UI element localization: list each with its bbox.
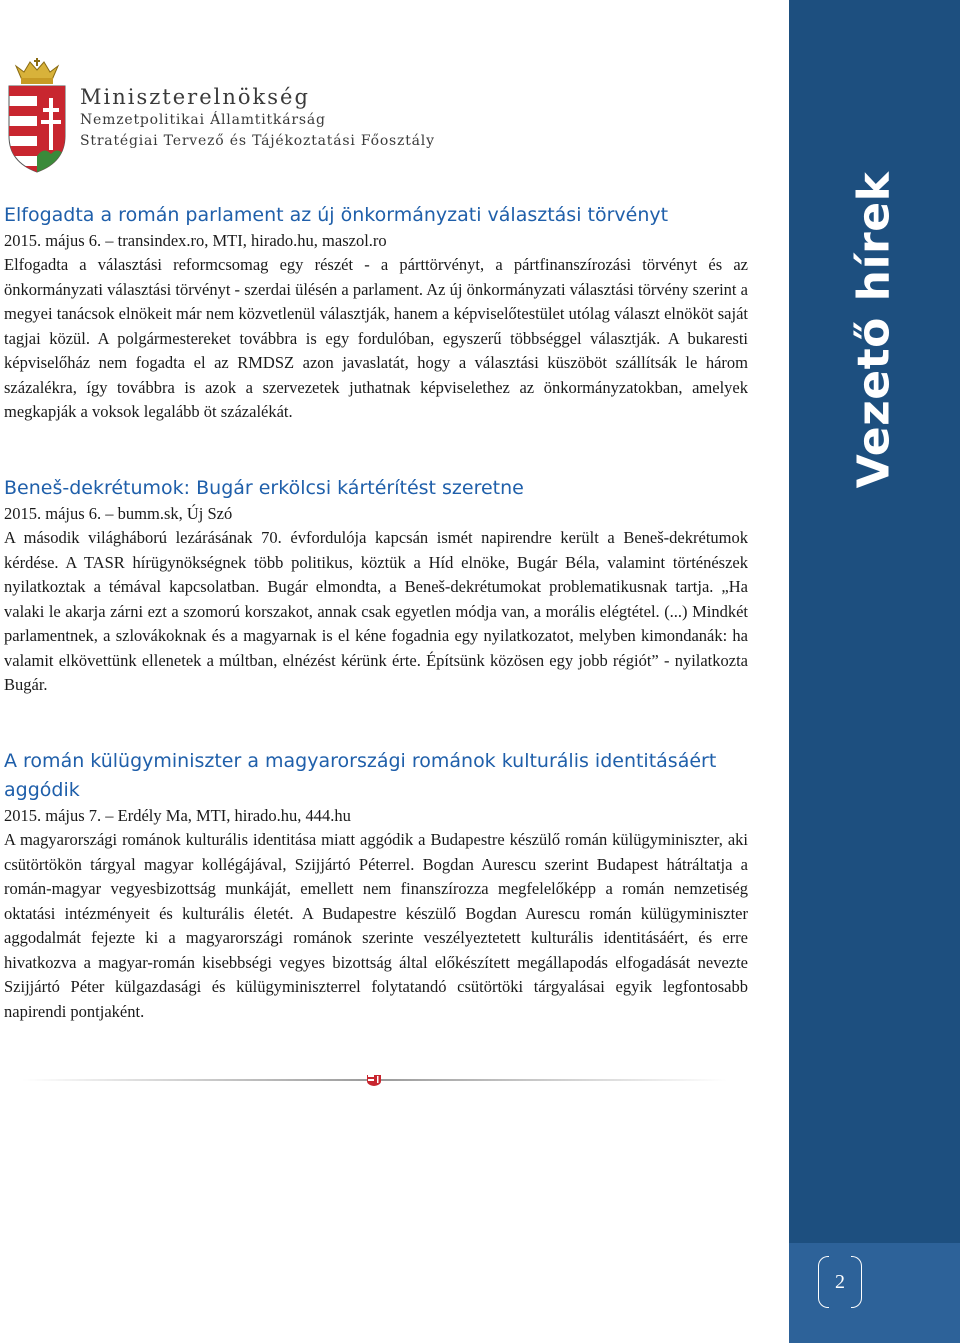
header-organization <box>80 84 435 152</box>
sidebar-footer <box>789 1243 960 1343</box>
bracket-right-icon <box>851 1256 862 1308</box>
hungarian-coat-of-arms-logo <box>6 58 68 174</box>
article-body: A második világháború lezárásának 70. évfordulója kapcsán ismét napirendre került a Beneš-dekrétumok kérdése. A TASR hírügynökségnek több politikus, köztük a Híd elnöke, Bugár Béla, valamint történészek nyilatkoztak a témával kapcsolatban. Bugár elmondta, a Beneš-dekrétumokat problematikusnak tartja. „Ha valaki le akarja zárni ezt a szomorú korszakot, annak csak egyetlen módja van, a morális elégtétel. (...) Mindkét parlamentnek, a szlovákoknak és a magyarnak is el kéne fogadnia egy nyilatkozatot, melyben kimondanák: ha valamit elkövettünk ellenetek a múltban, elnézést kérünk érte. Építsünk közösen egy jobb régiót” - nyilatkozta Bugár. <box>4 528 748 694</box>
article-meta: 2015. május 7. – Erdély Ma, MTI, hirado.hu, 444.hu <box>4 806 351 825</box>
small-coat-of-arms-icon <box>367 1075 381 1086</box>
bracket-left-icon <box>818 1256 829 1308</box>
header-department: Stratégiai Tervező és Tájékoztatási Főosztály <box>80 133 435 149</box>
article-meta: 2015. május 6. – bumm.sk, Új Szó <box>4 504 233 523</box>
article-title: A román külügyminiszter a magyarországi románok kulturális identitásáért aggódik <box>4 750 717 801</box>
section-title: Vezető hírek <box>848 171 900 489</box>
header-state-secretariat: Nemzetpolitikai Államtitkárság <box>80 112 326 128</box>
page-number-value: 2 <box>835 1270 845 1293</box>
article-body: Elfogadta a választási reformcsomag egy részét - a párttörvényt, a pártfinanszírozási törvényt és az önkormányzati választási törvényt - szerdai ülésén a parlament. Az új önkormányzati választási törvény szerint a megyei tanácsok elnökeit már nem közvetlenül választják, hanem a képviselőtestület utólag választ elnököt saját tagjai közül. A polgármestereket továbbra is egy fordulóban, egyszerű többséggel választják. A bukaresti képviselőház nem fogadta el az RMDSZ azon javaslatát, hogy a választási küszöböt szállítsák le három százalékra, így továbbra is azok a szervezetek juthatnak képviselethez az önkormányzatokban, amelyek megkapják a voksok legalább öt százalékát. <box>4 255 748 421</box>
article-title: Beneš-dekrétumok: Bugár erkölcsi kártérítést szeretne <box>4 477 524 499</box>
header-ministry: Miniszterelnökség <box>80 85 310 109</box>
page-number <box>818 1256 862 1308</box>
article-title: Elfogadta a román parlament az új önkormányzati választási törvényt <box>4 204 669 226</box>
footer-divider <box>22 1074 727 1086</box>
article-body: A magyarországi románok kulturális identitása miatt aggódik a Budapestre készülő román külügyminiszter, aki csütörtökön tárgyal magyar kollégájával, Szijjártó Péterrel. Bogdan Aurescu szerint Budapest hátráltatja a román-magyar vegyesbizottság munkáját, emellett nem finanszírozza megfelelőképp a román nemzetiség oktatási intézményeit és kulturális életét. A Budapestre készülő Bogdan Aurescu román külügyminiszter aggodalmát fejezte ki a magyarországi románok szerinte veszélyeztetett kulturális identitásáért, és erre hivatkozva a magyar-román kisebbségi vegyes bizottság által előkészített megállapodás elfogadását nevezte Szijjártó Péter külgazdasági és külügyminiszterrel folytatandó csütörtöki tárgyalásai egyik legfontosabb napirendi pontjaként. <box>4 830 748 1021</box>
article-meta: 2015. május 6. – transindex.ro, MTI, hirado.hu, maszol.ro <box>4 231 387 250</box>
